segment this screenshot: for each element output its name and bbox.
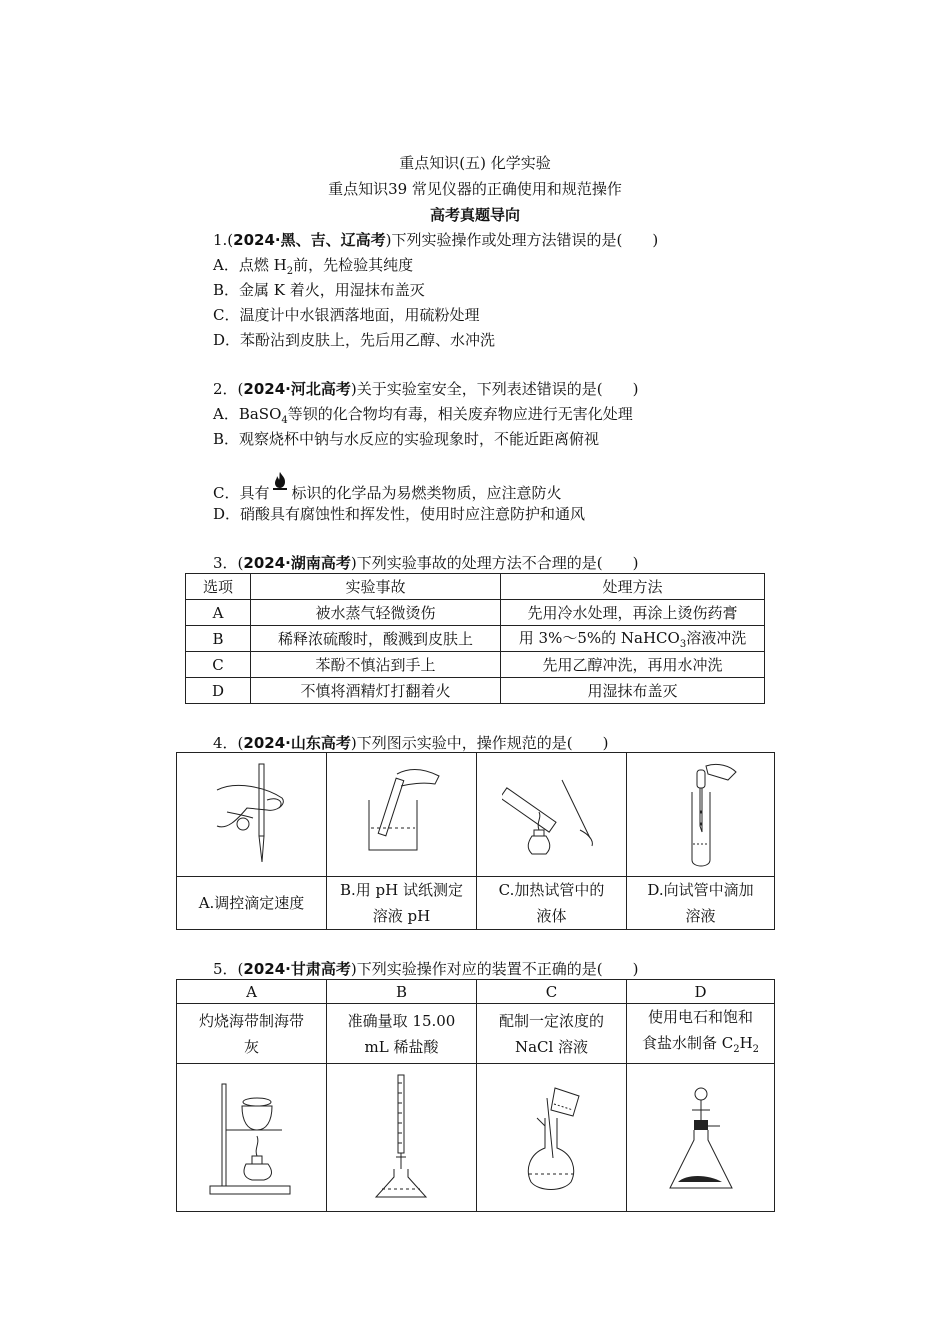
option-letter: C (477, 980, 627, 1004)
table-header: 处理方法 (501, 574, 765, 600)
question-3-source: 2024·湖南高考 (243, 554, 351, 572)
burette-flask-drawing (362, 1073, 442, 1203)
question-1-source: 2024·黑、吉、辽高考 (233, 231, 386, 249)
table-header: 选项 (186, 574, 251, 600)
figure-acetylene-generator[interactable] (627, 1064, 775, 1212)
question-1-option-a[interactable]: A．点燃 $H_2$前，先检验其纯度 (213, 256, 414, 277)
table-row (186, 652, 765, 678)
figure-burette-measure[interactable] (327, 1064, 477, 1212)
option-letter: A (177, 980, 327, 1004)
table-cell: 被水蒸气轻微烫伤 (251, 600, 501, 626)
option-d-caption: D.向试管中滴加 溶液 (627, 877, 775, 930)
figure-burette-control[interactable] (177, 753, 327, 877)
question-3-stem: 3．(2024·湖南高考)下列实验事故的处理方法不合理的是( ) (213, 554, 639, 572)
question-1-option-d[interactable]: D．苯酚沾到皮肤上，先后用乙醇、水冲洗 (213, 331, 496, 349)
question-1-stem: 1.(2024·黑、吉、辽高考)下列实验操作或处理方法错误的是( ) (213, 231, 659, 249)
acetylene-apparatus-drawing (656, 1078, 746, 1198)
table-cell: C (186, 652, 251, 678)
table-cell: A (186, 600, 251, 626)
table-cell: B (186, 626, 251, 652)
table-header: 实验事故 (251, 574, 501, 600)
heating-drawing (502, 760, 602, 870)
question-2-source: 2024·河北高考 (243, 380, 351, 398)
option-b-caption: B.用 pH 试纸测定 溶液 pH (327, 877, 477, 930)
table-cell: 用 3%～5%的 NaHCO$_3$溶液冲洗 (501, 626, 765, 652)
question-5-stem: 5．(2024·甘肃高考)下列实验操作对应的装置不正确的是( ) (213, 960, 639, 978)
question-2-stem: 2．(2024·河北高考)关于实验室安全，下列表述错误的是( ) (213, 380, 639, 398)
table-cell: D (186, 678, 251, 704)
question-2-option-a[interactable]: A．BaSO$_4$等钡的化合物均有毒，相关废弃物应进行无害化处理 (213, 405, 633, 426)
section-title: 重点知识39 常见仪器的正确使用和规范操作 (328, 180, 622, 198)
figure-crucible-burning[interactable] (177, 1064, 327, 1212)
figure-heat-test-tube[interactable] (477, 753, 627, 877)
table-row (186, 678, 765, 704)
table-cell: 不慎将酒精灯打翻着火 (251, 678, 501, 704)
beaker-ph-drawing (357, 760, 447, 870)
volumetric-flask-drawing (507, 1078, 597, 1198)
option-c-desc: 配制一定浓度的 NaCl 溶液 (477, 1004, 627, 1064)
table-cell: 稀释浓硫酸时，酸溅到皮肤上 (251, 626, 501, 652)
burette-hand-drawing (207, 760, 297, 870)
question-5-table (176, 979, 775, 1212)
figure-dropper[interactable] (627, 753, 775, 877)
question-1-option-b[interactable]: B．金属 K 着火，用湿抹布盖灭 (213, 281, 425, 299)
question-4-table (176, 752, 775, 930)
question-2-option-c[interactable]: C．具有 标识的化学品为易燃类物质，应注意防火 (213, 470, 562, 503)
table-cell: 用湿抹布盖灭 (501, 678, 765, 704)
question-5-source: 2024·甘肃高考 (243, 960, 351, 978)
question-2-option-d[interactable]: D．硝酸具有腐蚀性和挥发性，使用时应注意防护和通风 (213, 505, 586, 523)
figure-ph-test[interactable] (327, 753, 477, 877)
option-letter: B (327, 980, 477, 1004)
option-a-desc: 灼烧海带制海带 灰 (177, 1004, 327, 1064)
question-4-source: 2024·山东高考 (243, 734, 351, 752)
crucible-drawing (202, 1078, 302, 1198)
question-2-option-b[interactable]: B．观察烧杯中钠与水反应的实验现象时，不能近距离俯视 (213, 430, 600, 448)
chapter-title: 重点知识(五) 化学实验 (399, 154, 551, 172)
table-cell: 先用冷水处理，再涂上烫伤药膏 (501, 600, 765, 626)
table-row (186, 600, 765, 626)
question-3-table (185, 573, 765, 704)
subsection-title: 高考真题导向 (429, 206, 520, 224)
question-4-stem: 4．(2024·山东高考)下列图示实验中，操作规范的是( ) (213, 734, 609, 752)
table-cell: 先用乙醇冲洗，再用水冲洗 (501, 652, 765, 678)
table-cell: 苯酚不慎沾到手上 (251, 652, 501, 678)
table-row (186, 626, 765, 652)
option-c-caption: C.加热试管中的 液体 (477, 877, 627, 930)
option-b-desc: 准确量取 15.00 mL 稀盐酸 (327, 1004, 477, 1064)
option-letter: D (627, 980, 775, 1004)
dropper-drawing (656, 760, 746, 870)
option-a-caption: A.调控滴定速度 (177, 877, 327, 930)
flammable-icon (269, 470, 291, 492)
option-d-desc: 使用电石和饱和 食盐水制备 $C_2H_2$ (627, 1004, 775, 1064)
figure-volumetric-flask[interactable] (477, 1064, 627, 1212)
question-1-option-c[interactable]: C．温度计中水银洒落地面，用硫粉处理 (213, 306, 480, 324)
